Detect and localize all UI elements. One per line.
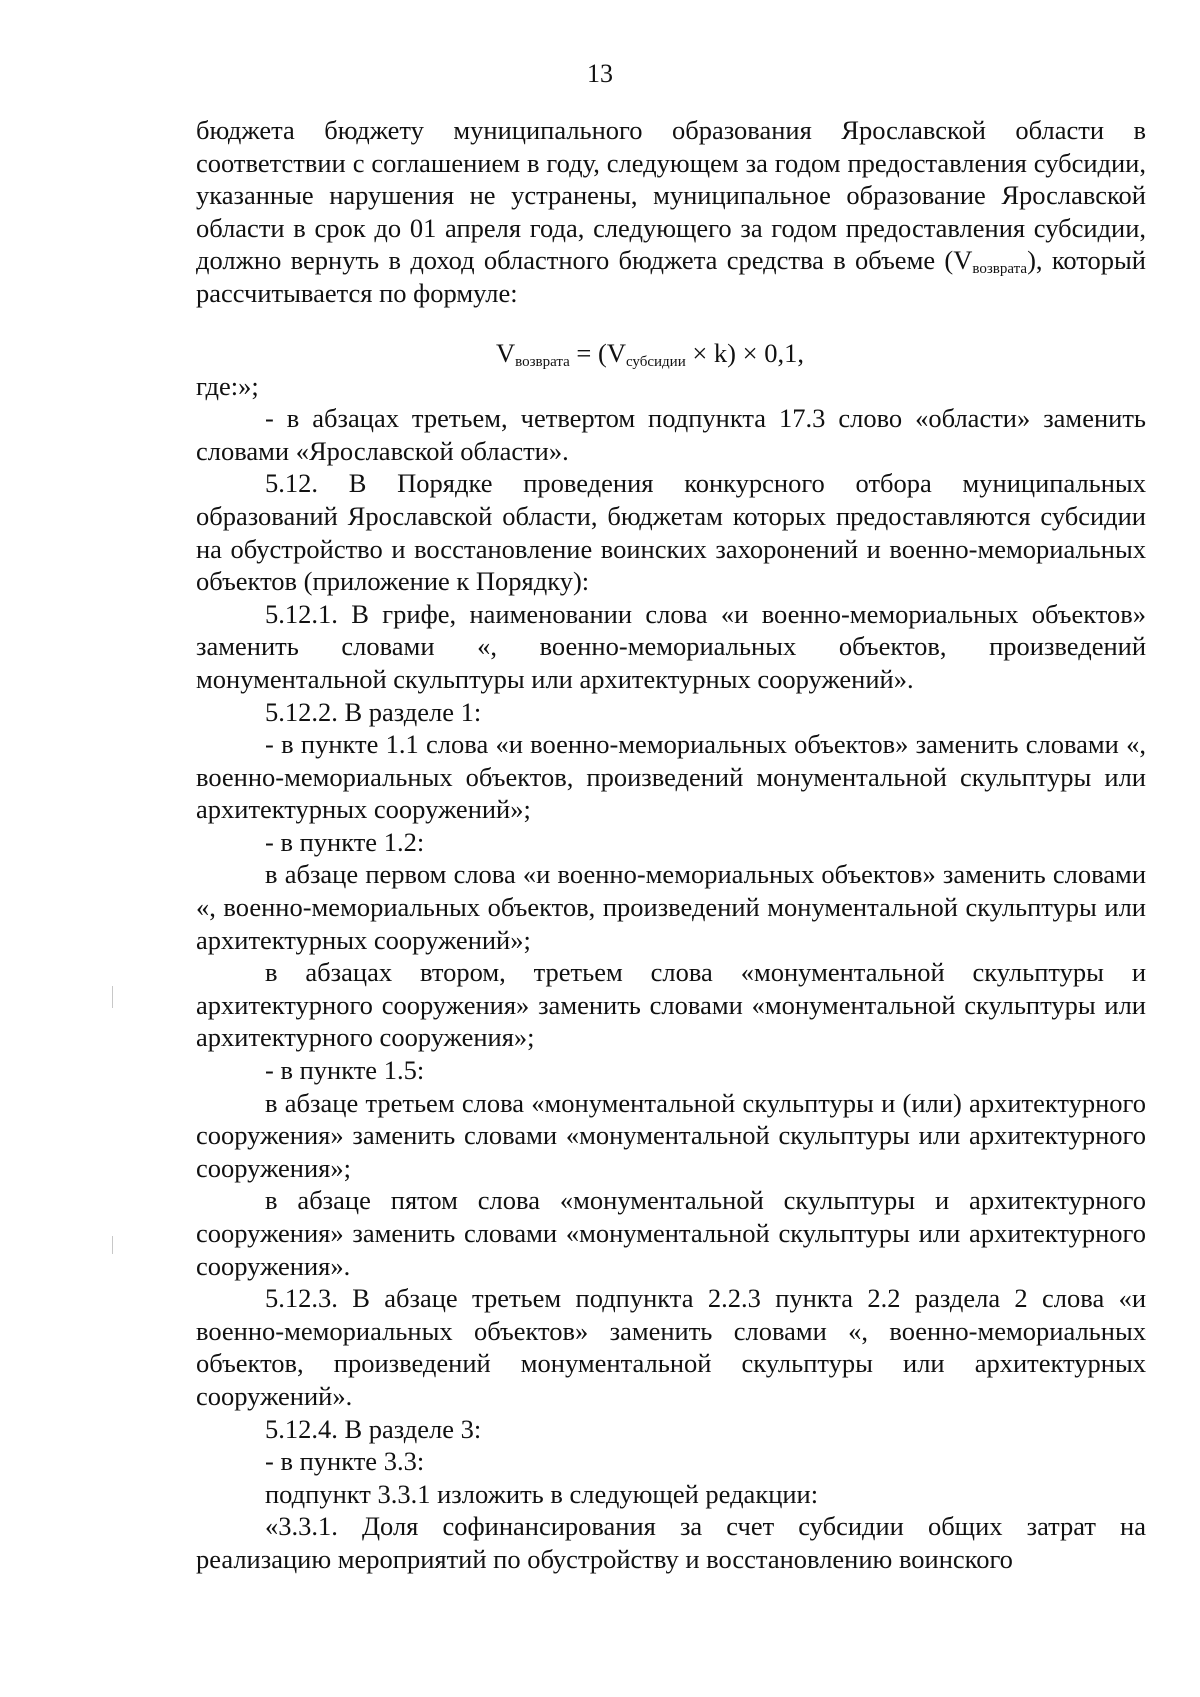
paragraph: «3.3.1. Доля софинансирования за счет субсидии общих затрат на реализацию мероприятий по обустройству и восстановлению воинского (196, 1511, 1146, 1574)
formula-middle: = (V (569, 337, 626, 368)
paragraph: - в пункте 1.1 слова «и военно-мемориальных объектов» заменить словами «, военно-мемориальных объектов, произведений монументальной скульптуры или архитектурных сооружений»; (196, 729, 1146, 825)
paragraph: 5.12.1. В грифе, наименовании слова «и военно-мемориальных объектов» заменить словами «, военно-мемориальных объектов, произведений монументальной скульптуры или архитектурных сооружений». (196, 598, 1146, 694)
paragraph: - в пункте 1.2: (265, 826, 425, 857)
paragraph: 5.12.4. В разделе 3: (265, 1413, 482, 1444)
paragraph: - в пункте 3.3: (265, 1446, 425, 1477)
paragraph: 5.12.3. В абзаце третьем подпункта 2.2.3 пункта 2.2 раздела 2 слова «и военно-мемориальных объектов» заменить словами «, военно-мемориальных объектов, произведений монументальной скульптуры или архитектурных сооружений». (196, 1283, 1146, 1411)
page-number: 13 (587, 59, 613, 88)
paragraph: подпункт 3.3.1 изложить в следующей редакции: (265, 1478, 819, 1509)
scan-margin-line (112, 986, 113, 1008)
intro-subscript: возврата (972, 261, 1028, 278)
paragraph: в абзаце третьем слова «монументальной скульптуры и (или) архитектурного сооружения» заменить словами «монументальной скульптуры или архитектурного сооружения»; (196, 1087, 1146, 1183)
intro-paragraph (196, 114, 1146, 310)
formula-rhs: × k) × 0,1, (685, 337, 804, 368)
paragraph: - в абзацах третьем, четвертом подпункта 17.3 слово «области» заменить словами «Ярославской области». (196, 403, 1146, 466)
scan-margin-line (112, 1236, 113, 1254)
paragraph: в абзаце первом слова «и военно-мемориальных объектов» заменить словами «, военно-мемориальных объектов, произведений монументальной скульптуры или архитектурных сооружений»; (196, 859, 1146, 955)
formula-lhs-subscript: возврата (515, 353, 570, 370)
formula-mid-subscript: субсидии (625, 353, 686, 370)
formula-lhs: V (496, 337, 516, 368)
intro-tail: ), который рассчитывается по формуле: (196, 245, 1146, 308)
paragraph: 5.12.2. В разделе 1: (265, 696, 482, 727)
paragraph: в абзаце пятом слова «монументальной скульптуры и архитектурного сооружения» заменить словами «монументальной скульптуры или архитектурного сооружения». (196, 1185, 1146, 1281)
paragraph: где:»; (196, 370, 259, 401)
paragraph: 5.12. В Порядке проведения конкурсного отбора муниципальных образований Ярославской области, бюджетам которых предоставляются субсидии на обустройство и восстановление воинских захоронений и военно-мемориальных объектов (приложение к Порядку): (196, 468, 1146, 597)
paragraph: - в пункте 1.5: (265, 1055, 425, 1086)
return-formula (196, 336, 1146, 370)
document-body (196, 114, 1146, 1576)
intro-text: бюджета бюджету муниципального образования Ярославской области в соответствии с соглашением в году, следующем за годом предоставления субсидии, указанные нарушения не устранены, муниципальное образование Ярославской области в срок до 01 апреля года, следующего за годом предоставления субсидии, должно вернуть в доход областного бюджета средства в объеме (V (196, 115, 1146, 276)
paragraph: в абзацах втором, третьем слова «монументальной скульптуры и архитектурного сооружения» заменить словами «монументальной скульптуры или архитектурного сооружения»; (196, 957, 1146, 1053)
